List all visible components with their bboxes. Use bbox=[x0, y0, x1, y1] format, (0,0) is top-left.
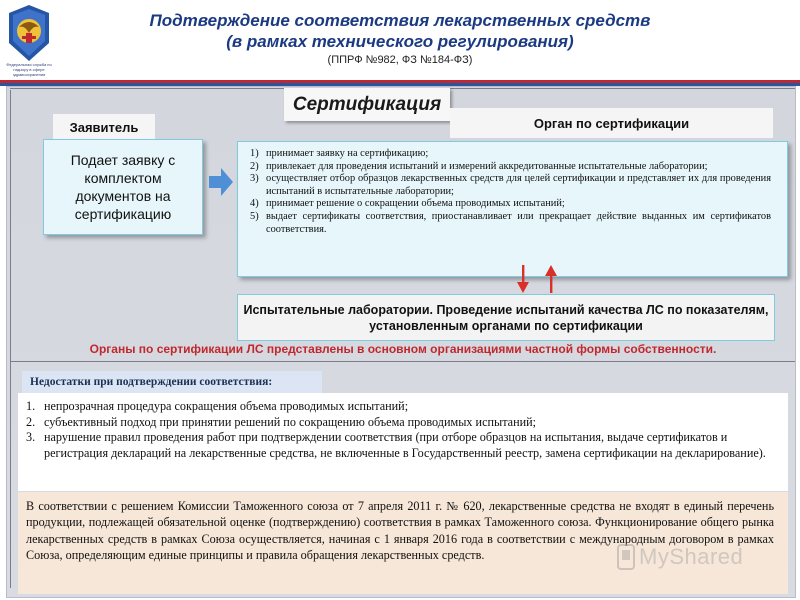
drawback-item bbox=[26, 415, 774, 431]
duty-number: 1) bbox=[250, 148, 259, 159]
duty-number: 5) bbox=[250, 210, 259, 222]
applicant-label: Заявитель bbox=[53, 114, 155, 140]
arrow-up-icon bbox=[545, 265, 557, 293]
emblem-caption: Федеральная служба по надзору в сфере здравоохранения bbox=[6, 62, 52, 77]
customs-union-text: В соответствии с решением Комиссии Таможенного союза от 7 апреля 2011 г. № 620, лекарственные средства не входят в единый перечень продукции, подлежащей обязательной оценке (подтверждению) соответствия в рамках Таможенного союза. Функционирование общего рынка лекарственных средств в рамках Союза осуществляется, начиная с 1 января 2016 года в соответствии с международным договором в рамках Союза, определяющим единые принципы и правила обращения лекарственных средств. bbox=[26, 499, 774, 562]
duty-text: выдает сертификаты соответствия, приостанавливает или прекращает действие выданных им сертификатов соответствия. bbox=[266, 210, 771, 235]
divider-middle bbox=[10, 361, 795, 362]
duty-item bbox=[250, 173, 771, 198]
duty-number: 2) bbox=[250, 160, 259, 172]
arrow-down-icon bbox=[517, 265, 529, 293]
duty-text: принимает решение о сокращении объема проводимых испытаний; bbox=[266, 198, 565, 210]
duty-item bbox=[250, 161, 771, 174]
duty-text: принимает заявку на сертификацию; bbox=[266, 148, 429, 159]
duty-text: осуществляет отбор образцов лекарственных средств для целей сертификации и представляет их для проведения испытаний в испытательные лаборатории; bbox=[266, 173, 771, 197]
title-block bbox=[140, 10, 660, 66]
arrow-right-icon bbox=[209, 168, 233, 196]
watermark bbox=[617, 540, 743, 574]
drawback-number: 3. bbox=[26, 430, 36, 444]
duty-number: 3) bbox=[250, 173, 259, 185]
drawback-item bbox=[26, 399, 774, 415]
drawback-number: 1. bbox=[26, 399, 36, 413]
applicant-text: Подает заявку с комплектом документов на сертификацию bbox=[70, 152, 176, 222]
drawback-number: 2. bbox=[26, 414, 36, 429]
duty-text: привлекает для проведения испытаний и измерений аккредитованные испытательные лаборатории; bbox=[266, 160, 708, 172]
drawbacks-list bbox=[18, 393, 788, 491]
certification-body-duties bbox=[237, 141, 788, 277]
applicant-box bbox=[43, 139, 203, 235]
drawback-text: непрозрачная процедура сокращения объема проводимых испытаний; bbox=[44, 399, 409, 413]
drawback-text: субъективный подход при принятии решений по сокращению объема проводимых испытаний; bbox=[44, 414, 537, 429]
certification-heading: Сертификация bbox=[284, 88, 450, 121]
myshared-logo-icon bbox=[617, 543, 635, 571]
duty-number: 4) bbox=[250, 198, 259, 210]
duty-item bbox=[250, 198, 771, 211]
page-title-line2: (в рамках технического регулирования) bbox=[226, 32, 574, 51]
drawbacks-header: Недостатки при подтверждении соответствия: bbox=[22, 371, 322, 393]
legal-reference: (ППРФ №982, ФЗ №184-ФЗ) bbox=[327, 54, 473, 66]
divider-left bbox=[10, 90, 11, 588]
certification-body-label: Орган по сертификации bbox=[450, 108, 773, 138]
duty-item bbox=[250, 148, 771, 161]
testing-labs-text: Испытательные лаборатории. Проведение испытаний качества ЛС по показателям, установленным органами по сертификации bbox=[243, 302, 769, 333]
duty-item bbox=[250, 211, 771, 236]
drawback-text: нарушение правил проведения работ при подтверждении соответствия (при отборе образцов на испытания, выдаче сертификатов и регистрация деклараций на лекарственные средства, не включенные в Государственный реестр, замена сертификации на декларирование). bbox=[44, 430, 766, 460]
page-title: Подтверждение соответствия лекарственных средств bbox=[149, 11, 651, 30]
testing-labs-box bbox=[237, 294, 775, 341]
drawback-item bbox=[26, 430, 774, 461]
ownership-note: Органы по сертификации ЛС представлены в основном организациями частной формы собственности. bbox=[89, 342, 717, 356]
watermark-text: MyShared bbox=[639, 544, 744, 569]
